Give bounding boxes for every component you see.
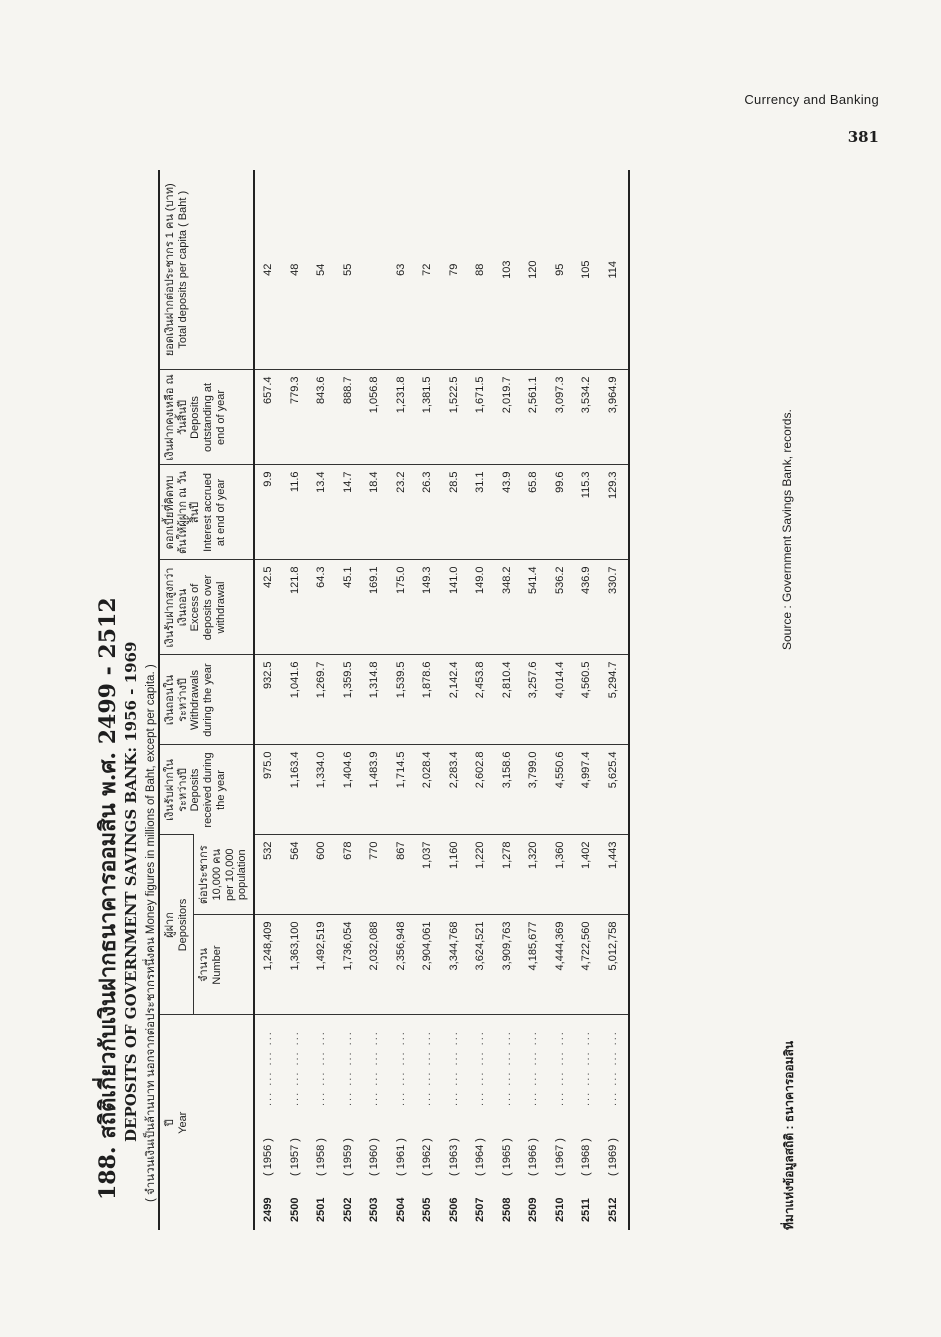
cell-received: 975.0 xyxy=(254,745,282,835)
cell-excess: 64.3 xyxy=(308,560,335,655)
cell-per-pop: 1,360 xyxy=(546,835,573,915)
cell-per-pop: 1,160 xyxy=(440,835,467,915)
table-row xyxy=(546,170,573,1230)
col-header-number xyxy=(194,915,254,1015)
col-year-thai: ปี xyxy=(164,1119,176,1127)
year-ce: ( 1963 ) xyxy=(447,1138,460,1176)
col-per-pop-en: per 10,000 population xyxy=(223,848,249,902)
cell-interest: 28.5 xyxy=(440,465,467,560)
cell-number: 1,492,519 xyxy=(308,915,335,1015)
col-header-year xyxy=(159,1015,254,1230)
col-header-depositors xyxy=(159,835,194,1015)
col-interest-en: Interest accrued at end of year xyxy=(201,473,227,552)
col-depositors-thai: ผู้ฝาก xyxy=(164,912,176,938)
rotated-table-page xyxy=(90,140,810,1250)
year-cell xyxy=(361,1015,388,1230)
cell-received: 3,799.0 xyxy=(520,745,547,835)
table-row xyxy=(520,170,547,1230)
year-be: 2501 xyxy=(315,1197,328,1222)
cell-withdrawals: 2,810.4 xyxy=(493,655,520,745)
cell-number: 4,444,369 xyxy=(546,915,573,1015)
cell-outstanding: 1,381.5 xyxy=(414,370,441,465)
cell-per-capita: 72 xyxy=(421,263,434,276)
leader-dots: ... ... ... ... xyxy=(368,1030,381,1106)
year-be: 2500 xyxy=(288,1197,301,1222)
cell-received: 4,550.6 xyxy=(546,745,573,835)
cell-number: 4,722,560 xyxy=(573,915,600,1015)
col-header-per-population xyxy=(194,835,254,915)
cell-withdrawals: 1,269.7 xyxy=(308,655,335,745)
cell-per-pop: 770 xyxy=(361,835,388,915)
table-title-english: DEPOSITS OF GOVERNMENT SAVINGS BANK: 1956 - 1969 xyxy=(122,641,140,1142)
year-be: 2499 xyxy=(262,1197,275,1222)
cell-excess: 169.1 xyxy=(361,560,388,655)
cell-received: 2,028.4 xyxy=(414,745,441,835)
cell-per-capita: 54 xyxy=(315,263,328,276)
title-thai-text: สถิติเกี่ยวกับเงินฝากธนาคารออมสิน พ.ศ. 2499 - 2512 xyxy=(95,597,121,1139)
cell-interest: 14.7 xyxy=(334,465,361,560)
table-row xyxy=(414,170,441,1230)
col-header-excess xyxy=(159,560,254,655)
cell-outstanding: 3,534.2 xyxy=(573,370,600,465)
year-cell xyxy=(573,1015,600,1230)
cell-per-pop: 564 xyxy=(281,835,308,915)
col-depositors-en: Depositors xyxy=(176,898,189,952)
cell-excess: 541.4 xyxy=(520,560,547,655)
cell-excess: 121.8 xyxy=(281,560,308,655)
col-header-outstanding xyxy=(159,370,254,465)
col-interest-thai: ดอกเบี้ยที่คิดทบต้นให้ผู้ฝาก ณ วันสิ้นปี xyxy=(164,470,202,554)
col-header-received xyxy=(159,745,254,835)
year-cell xyxy=(254,1015,282,1230)
cell-received: 2,602.8 xyxy=(467,745,494,835)
cell-withdrawals: 1,359.5 xyxy=(334,655,361,745)
cell-per-capita: 114 xyxy=(599,170,629,370)
cell-per-pop: 678 xyxy=(334,835,361,915)
year-ce: ( 1957 ) xyxy=(288,1138,301,1176)
cell-per-pop: 1,037 xyxy=(414,835,441,915)
cell-number: 3,624,521 xyxy=(467,915,494,1015)
cell-per-capita: 88 xyxy=(474,263,487,276)
year-cell xyxy=(467,1015,494,1230)
cell-outstanding: 888.7 xyxy=(334,370,361,465)
year-cell xyxy=(546,1015,573,1230)
cell-received: 5,625.4 xyxy=(599,745,629,835)
cell-withdrawals: 5,294.7 xyxy=(599,655,629,745)
cell-withdrawals: 2,453.8 xyxy=(467,655,494,745)
year-be: 2511 xyxy=(580,1198,593,1222)
cell-per-pop: 600 xyxy=(308,835,335,915)
year-ce: ( 1967 ) xyxy=(553,1138,566,1176)
table-row xyxy=(308,170,335,1230)
year-cell xyxy=(414,1015,441,1230)
leader-dots: ... ... ... ... xyxy=(315,1030,328,1106)
table-title-thai xyxy=(90,160,120,1200)
cell-excess: 175.0 xyxy=(387,560,414,655)
col-per-capita-en: Total deposits per capita ( Baht ) xyxy=(176,190,189,349)
source-thai: ที่มาแห่งข้อมูลสถิติ : ธนาคารออมสิน xyxy=(782,1040,796,1230)
year-be: 2504 xyxy=(394,1197,407,1222)
cell-withdrawals: 1,539.5 xyxy=(387,655,414,745)
cell-received: 1,334.0 xyxy=(308,745,335,835)
year-ce: ( 1966 ) xyxy=(527,1138,540,1176)
table-row xyxy=(467,170,494,1230)
year-ce: ( 1956 ) xyxy=(262,1138,275,1176)
cell-withdrawals: 3,257.6 xyxy=(520,655,547,745)
col-year-en: Year xyxy=(176,1111,189,1134)
cell-excess: 149.0 xyxy=(467,560,494,655)
col-number-en: Number xyxy=(210,945,223,985)
table-body xyxy=(254,170,629,1230)
year-ce: ( 1964 ) xyxy=(474,1138,487,1176)
cell-received: 2,283.4 xyxy=(440,745,467,835)
cell-excess: 149.3 xyxy=(414,560,441,655)
cell-per-pop: 1,402 xyxy=(573,835,600,915)
col-header-per-capita xyxy=(159,170,254,370)
year-be: 2507 xyxy=(474,1197,487,1222)
year-be: 2509 xyxy=(527,1197,540,1222)
col-header-interest xyxy=(159,465,254,560)
col-received-en: Deposits received during the year xyxy=(189,752,227,828)
table-row xyxy=(387,170,414,1230)
cell-withdrawals: 932.5 xyxy=(254,655,282,745)
year-cell xyxy=(493,1015,520,1230)
cell-per-pop: 867 xyxy=(387,835,414,915)
cell-per-capita: 42 xyxy=(262,263,275,276)
cell-per-capita: 105 xyxy=(580,260,593,279)
col-per-pop-thai: ต่อประชากร 10,000 คน xyxy=(198,845,223,905)
cell-interest: 115.3 xyxy=(573,465,600,560)
cell-per-capita: 55 xyxy=(341,263,354,276)
col-outstanding-thai: เงินฝากคงเหลือ ณ วันสิ้นปี xyxy=(164,374,189,461)
cell-received: 4,997.4 xyxy=(573,745,600,835)
year-ce: ( 1965 ) xyxy=(500,1138,513,1176)
table-row xyxy=(254,170,282,1230)
col-excess-thai: เงินรับฝากสูงกว่าเงินถอน xyxy=(164,567,189,648)
col-outstanding-en: Deposits outstanding at end of year xyxy=(189,382,227,453)
year-ce: ( 1959 ) xyxy=(341,1138,354,1176)
cell-interest: 43.9 xyxy=(493,465,520,560)
cell-per-capita: 48 xyxy=(288,263,301,276)
cell-withdrawals: 1,041.6 xyxy=(281,655,308,745)
year-ce: ( 1961 ) xyxy=(394,1138,407,1176)
leader-dots: ... ... ... ... xyxy=(553,1030,566,1106)
cell-received: 3,158.6 xyxy=(493,745,520,835)
cell-withdrawals: 1,314.8 xyxy=(361,655,388,745)
cell-interest: 129.3 xyxy=(599,465,629,560)
cell-number: 3,344,768 xyxy=(440,915,467,1015)
col-withdrawals-thai: เงินถอนในระหว่างปี xyxy=(164,674,189,726)
leader-dots: ... ... ... ... xyxy=(341,1030,354,1106)
leader-dots: ... ... ... ... xyxy=(394,1030,407,1106)
leader-dots: ... ... ... ... xyxy=(527,1030,540,1106)
cell-outstanding: 2,019.7 xyxy=(493,370,520,465)
leader-dots: ... ... ... ... xyxy=(606,1030,619,1106)
cell-number: 2,356,948 xyxy=(387,915,414,1015)
cell-outstanding: 1,231.8 xyxy=(387,370,414,465)
cell-excess: 330.7 xyxy=(599,560,629,655)
leader-dots: ... ... ... ... xyxy=(288,1030,301,1106)
cell-per-pop: 1,220 xyxy=(467,835,494,915)
cell-per-pop: 1,320 xyxy=(520,835,547,915)
year-cell xyxy=(308,1015,335,1230)
table-row xyxy=(440,170,467,1230)
year-be: 2510 xyxy=(553,1197,566,1222)
cell-outstanding: 1,671.5 xyxy=(467,370,494,465)
cell-interest: 9.9 xyxy=(254,465,282,560)
cell-number: 1,736,054 xyxy=(334,915,361,1015)
page-number: 381 xyxy=(847,128,879,146)
year-be: 2508 xyxy=(500,1197,513,1222)
col-number-thai: จำนวน xyxy=(198,948,211,982)
cell-excess: 141.0 xyxy=(440,560,467,655)
cell-per-pop: 1,278 xyxy=(493,835,520,915)
year-ce: ( 1969 ) xyxy=(606,1138,619,1176)
cell-per-pop: 1,443 xyxy=(599,835,629,915)
deposits-table xyxy=(158,170,630,1230)
leader-dots: ... ... ... ... xyxy=(500,1030,513,1106)
table-row xyxy=(493,170,520,1230)
cell-outstanding: 1,056.8 xyxy=(361,370,388,465)
cell-per-capita: 103 xyxy=(500,260,513,279)
leader-dots: ... ... ... ... xyxy=(421,1030,434,1106)
cell-number: 3,909,763 xyxy=(493,915,520,1015)
cell-number: 2,032,088 xyxy=(361,915,388,1015)
section-header: Currency and Banking xyxy=(744,92,879,107)
cell-received: 1,163.4 xyxy=(281,745,308,835)
leader-dots: ... ... ... ... xyxy=(580,1030,593,1106)
cell-excess: 348.2 xyxy=(493,560,520,655)
cell-excess: 45.1 xyxy=(334,560,361,655)
year-be: 2512 xyxy=(606,1197,619,1222)
table-row xyxy=(281,170,308,1230)
cell-excess: 436.9 xyxy=(573,560,600,655)
cell-interest: 23.2 xyxy=(387,465,414,560)
cell-withdrawals: 4,014.4 xyxy=(546,655,573,745)
cell-number: 1,363,100 xyxy=(281,915,308,1015)
cell-outstanding: 779.3 xyxy=(281,370,308,465)
year-ce: ( 1958 ) xyxy=(315,1138,328,1176)
source-english: Source : Government Savings Bank, records. xyxy=(780,409,794,650)
cell-per-pop: 532 xyxy=(254,835,282,915)
cell-withdrawals: 2,142.4 xyxy=(440,655,467,745)
cell-received: 1,483.9 xyxy=(361,745,388,835)
year-ce: ( 1960 ) xyxy=(368,1138,381,1176)
table-row xyxy=(334,170,361,1230)
year-ce: ( 1968 ) xyxy=(580,1138,593,1176)
cell-outstanding: 2,561.1 xyxy=(520,370,547,465)
year-cell xyxy=(334,1015,361,1230)
year-ce: ( 1962 ) xyxy=(421,1138,434,1176)
cell-outstanding: 843.6 xyxy=(308,370,335,465)
leader-dots: ... ... ... ... xyxy=(262,1030,275,1106)
cell-withdrawals: 1,878.6 xyxy=(414,655,441,745)
cell-excess: 42.5 xyxy=(254,560,282,655)
cell-outstanding: 3,964.9 xyxy=(599,370,629,465)
year-be: 2503 xyxy=(368,1197,381,1222)
col-header-withdrawals xyxy=(159,655,254,745)
cell-withdrawals: 4,560.5 xyxy=(573,655,600,745)
cell-interest: 31.1 xyxy=(467,465,494,560)
cell-number: 1,248,409 xyxy=(254,915,282,1015)
cell-interest: 13.4 xyxy=(308,465,335,560)
year-be: 2505 xyxy=(421,1197,434,1222)
cell-number: 2,904,061 xyxy=(414,915,441,1015)
cell-outstanding: 657.4 xyxy=(254,370,282,465)
cell-excess: 536.2 xyxy=(546,560,573,655)
cell-interest: 99.6 xyxy=(546,465,573,560)
table-row xyxy=(573,170,600,1230)
cell-outstanding: 1,522.5 xyxy=(440,370,467,465)
table-row xyxy=(361,170,388,1230)
cell-per-capita: 63 xyxy=(394,263,407,276)
col-withdrawals-en: Withdrawals during the year xyxy=(189,663,214,737)
table-number: 188. xyxy=(95,1146,121,1200)
year-cell xyxy=(599,1015,629,1230)
year-be: 2502 xyxy=(341,1197,354,1222)
leader-dots: ... ... ... ... xyxy=(447,1030,460,1106)
col-excess-en: Excess of deposits over withdrawal xyxy=(189,574,227,641)
cell-interest: 11.6 xyxy=(281,465,308,560)
cell-interest: 65.8 xyxy=(520,465,547,560)
cell-per-capita: 79 xyxy=(447,263,460,276)
col-received-thai: เงินรับฝากในระหว่างปี xyxy=(164,759,189,821)
cell-received: 1,714.5 xyxy=(387,745,414,835)
cell-number: 5,012,758 xyxy=(599,915,629,1015)
cell-per-capita xyxy=(361,170,388,370)
cell-outstanding: 3,097.3 xyxy=(546,370,573,465)
table-units-note: ( จำนวนเงินเป็นล้านบาท นอกจากต่อประชากรหนึ่งคน Money figures in millions of Baht, except per capita. ) xyxy=(145,664,157,1202)
cell-per-capita: 95 xyxy=(553,263,566,276)
year-cell xyxy=(281,1015,308,1230)
cell-per-capita: 120 xyxy=(527,260,540,279)
leader-dots: ... ... ... ... xyxy=(474,1030,487,1106)
year-be: 2506 xyxy=(447,1197,460,1222)
year-cell xyxy=(520,1015,547,1230)
year-cell xyxy=(387,1015,414,1230)
cell-received: 1,404.6 xyxy=(334,745,361,835)
col-per-capita-thai: ยอดเงินฝากต่อประชากร 1 คน (บาท) xyxy=(164,183,176,357)
year-cell xyxy=(440,1015,467,1230)
cell-number: 4,185,677 xyxy=(520,915,547,1015)
cell-interest: 18.4 xyxy=(361,465,388,560)
cell-interest: 26.3 xyxy=(414,465,441,560)
table-row xyxy=(599,170,629,1230)
